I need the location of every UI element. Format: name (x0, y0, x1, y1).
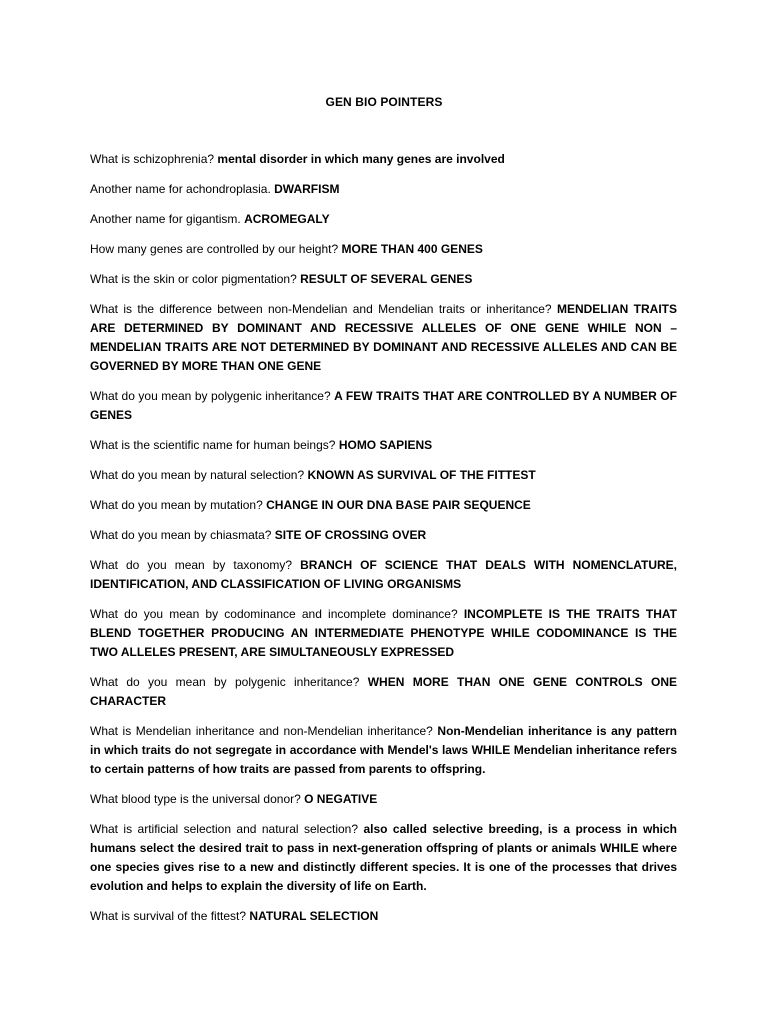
answer-text: MENDELIAN TRAITS ARE DETERMINED BY DOMINANT AND RECESSIVE ALLELES OF ONE GENE WHILE NON – MENDELIAN TRAITS ARE NOT DETERMINED BY DOMINANT AND RECESSIVE ALLELES AND CAN BE GOVERNED BY MORE THAN ONE GENE (90, 302, 677, 373)
question-text: Another name for achondroplasia. (90, 182, 271, 196)
question-text: What do you mean by chiasmata? (90, 528, 272, 542)
question-text: How many genes are controlled by our height? (90, 242, 339, 256)
answer-text: DWARFISM (274, 182, 340, 196)
qa-item (90, 387, 677, 425)
answer-text: RESULT OF SEVERAL GENES (300, 272, 473, 286)
qa-item (90, 180, 677, 199)
answer-text: MORE THAN 400 GENES (341, 242, 483, 256)
question-text: What do you mean by natural selection? (90, 468, 305, 482)
question-text: What is the skin or color pigmentation? (90, 272, 297, 286)
question-text: What do you mean by polygenic inheritance? (90, 675, 360, 689)
answer-text: INCOMPLETE IS THE TRAITS THAT BLEND TOGETHER PRODUCING AN INTERMEDIATE PHENOTYPE WHILE CODOMINANCE IS THE TWO ALLELES PRESENT, ARE SIMULTANEOUSLY EXPRESSED (90, 607, 677, 659)
question-text: Another name for gigantism. (90, 212, 241, 226)
question-text: What blood type is the universal donor? (90, 792, 301, 806)
qa-item (90, 300, 677, 376)
question-text: What is the difference between non-Mendelian and Mendelian traits or inheritance? (90, 302, 552, 316)
question-text: What do you mean by mutation? (90, 498, 263, 512)
answer-text: KNOWN AS SURVIVAL OF THE FITTEST (307, 468, 536, 482)
qa-list (90, 150, 677, 937)
qa-item (90, 605, 677, 662)
question-text: What is Mendelian inheritance and non-Mendelian inheritance? (90, 724, 433, 738)
question-text: What do you mean by polygenic inheritance? (90, 389, 331, 403)
answer-text: O NEGATIVE (304, 792, 378, 806)
answer-text: NATURAL SELECTION (249, 909, 379, 923)
question-text: What is schizophrenia? (90, 152, 215, 166)
qa-item (90, 270, 677, 289)
qa-item (90, 436, 677, 455)
qa-item (90, 526, 677, 545)
answer-text: also called selective breeding, is a process in which humans select the desired trait to pass in next-generation offspring of plants or animals WHILE where one species gives rise to a new and distinctly different species. It is one of the processes that drives evolution and helps to explain the diversity of life on Earth. (90, 822, 677, 893)
answer-text: BRANCH OF SCIENCE THAT DEALS WITH NOMENCLATURE, IDENTIFICATION, AND CLASSIFICATION OF LIVING ORGANISMS (90, 558, 678, 591)
qa-item (90, 722, 677, 779)
question-text: What is the scientific name for human beings? (90, 438, 336, 452)
qa-item (90, 820, 677, 896)
question-text: What is survival of the fittest? (90, 909, 247, 923)
qa-item (90, 907, 677, 926)
qa-item (90, 466, 677, 485)
answer-text: Non-Mendelian inheritance is any pattern in which traits do not segregate in accordance with Mendel's laws WHILE Mendelian inheritance refers to certain patterns of how traits are passed from parents to offspring. (90, 724, 678, 776)
answer-text: HOMO SAPIENS (338, 438, 433, 452)
qa-item (90, 790, 677, 809)
answer-text: CHANGE IN OUR DNA BASE PAIR SEQUENCE (266, 498, 531, 512)
answer-text: WHEN MORE THAN ONE GENE CONTROLS ONE CHARACTER (90, 675, 677, 708)
qa-item (90, 673, 677, 711)
answer-text: mental disorder in which many genes are involved (217, 152, 505, 166)
qa-item (90, 240, 677, 259)
question-text: What is artificial selection and natural selection? (90, 822, 359, 836)
qa-item (90, 556, 677, 594)
question-text: What do you mean by taxonomy? (90, 558, 293, 572)
qa-item (90, 496, 677, 515)
answer-text: A FEW TRAITS THAT ARE CONTROLLED BY A NUMBER OF GENES (90, 389, 677, 422)
question-text: What do you mean by codominance and incomplete dominance? (90, 607, 458, 621)
document-title: GEN BIO POINTERS (325, 95, 443, 109)
answer-text: ACROMEGALY (244, 212, 330, 226)
qa-item (90, 210, 677, 229)
qa-item (90, 150, 677, 169)
answer-text: SITE OF CROSSING OVER (274, 528, 427, 542)
